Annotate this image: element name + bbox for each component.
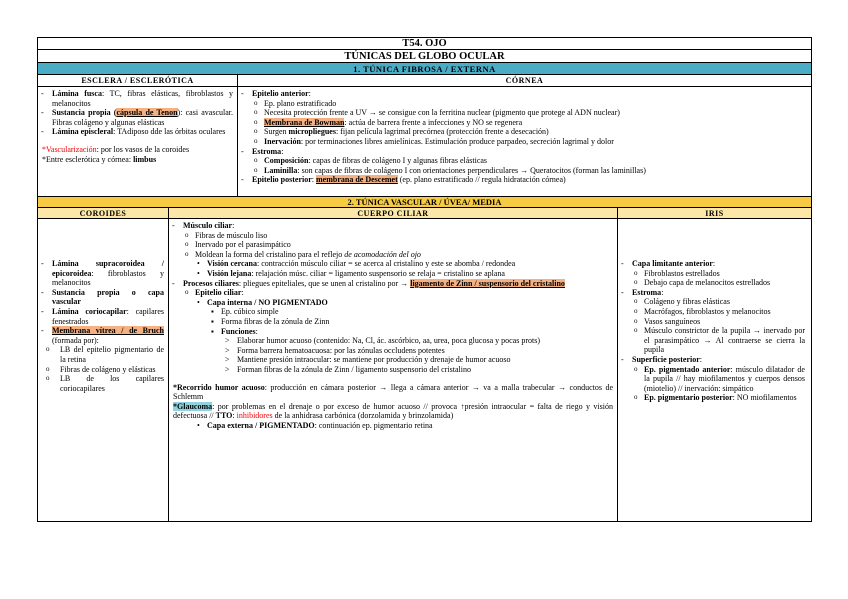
- list-item: • Capa externa / PIGMENTADO: continuación ep. pigmentario retina: [197, 420, 433, 430]
- tenon-highlight: cápsula de Tenon: [116, 108, 178, 118]
- bruch-highlight: Membrana vítrea / de Bruch: [52, 326, 164, 336]
- list-item: o Fibroblastos estrellados: [634, 268, 720, 278]
- section-1-heading: 1. TÚNICA FIBROSA / EXTERNA: [37, 63, 812, 75]
- list-item: o Necesita protección frente a UV → se consigue con la ferritina nuclear (pigmento que protege al ADN nuclear): [254, 108, 620, 118]
- list-item: o Epitelio ciliar:: [185, 288, 244, 298]
- header-coroides: COROIDES: [38, 208, 169, 218]
- list-item: o Inervado por el parasimpático: [185, 240, 291, 250]
- list-item: o Ep. pigmentario posterior: NO miofilamentos: [634, 393, 797, 403]
- list-item: - Capa limitante anterior:: [621, 259, 716, 268]
- list-item: o Composición: capas de fibras de colágeno I y algunas fibras elásticas: [254, 156, 488, 166]
- esclera-column: [38, 87, 238, 196]
- list-item: > Forma barrera hematoacuosa: por las zónulas occludens potentes: [225, 345, 445, 355]
- list-item: ▪ Ep. cúbico simple: [211, 307, 279, 317]
- zinn-highlight: ligamento de Zinn / suspensorio del cristalino: [410, 278, 565, 288]
- section-2-body: [37, 219, 812, 522]
- list-item: o Moldean la forma del cristalino para el reflejo de acomodación del ojo: [185, 249, 421, 259]
- list-item: - Procesos ciliares: pliegues epiteliales, que se unen al cristalino por → ligamento de Zinn / suspensorio del cristalino: [172, 278, 565, 288]
- document-subtitle: TÚNICAS DEL GLOBO OCULAR: [37, 50, 812, 63]
- list-item: o Fibras de músculo liso: [185, 230, 268, 240]
- list-item: o Laminilla: son capas de fibras de colágeno I con orientaciones perpendiculares → Queratocitos (forman las laminillas): [254, 165, 646, 175]
- list-item: - Estroma:: [241, 146, 284, 156]
- list-item: ▪ Forma fibras de la zónula de Zinn: [211, 316, 330, 326]
- header-iris: IRIS: [705, 208, 724, 218]
- list-item: o Membrana de Bowman: actúa de barrera frente a infecciones y NO se regenera: [254, 117, 523, 127]
- list-item: o Surgen micropliegues: fijan película lagrimal precórnea (protección frente a desecación): [254, 127, 549, 137]
- document-title: T54. OJO: [37, 37, 812, 50]
- list-item: o Debajo capa de melanocitos estrellados: [634, 278, 771, 288]
- recorrido-note: *Recorrido humor acuoso: producción en cámara posterior → llega a cámara anterior → va a malla trabecular → conductos de Schlemm: [173, 382, 614, 402]
- list-item: - Epitelio anterior:: [241, 89, 311, 98]
- header-cornea: CÓRNEA: [505, 76, 544, 85]
- header-cuerpo-ciliar: CUERPO CILIAR: [169, 208, 618, 218]
- glaucoma-note: *Glaucoma: por problemas en el drenaje o por exceso de humor acuoso // provoca ↑presión intraocular = falta de riego y visión defectuosa // TTO: inhibidores de la anhidrasa carbónica (dorzolamida y brinzolamida): [173, 401, 613, 421]
- glaucoma-highlight: *Glaucoma: [173, 401, 213, 411]
- document-table: [37, 37, 812, 522]
- list-item: - Músculo ciliar:: [172, 221, 235, 230]
- section-1-body: [37, 87, 812, 197]
- descemet-highlight: membrana de Descemet: [316, 175, 398, 185]
- section-2-heading: 2. TÚNICA VASCULAR / ÚVEA/ MEDIA: [37, 197, 812, 208]
- list-item: o Colágeno y fibras elásticas: [634, 297, 730, 307]
- list-item: o Ep. pigmentado anterior: músculo dilatador de la pupila // hay miofilamentos y cuerpos densos (miotelio) // inervación: simpático: [634, 364, 805, 393]
- list-item: > Forman fibras de la zónula de Zinn / ligamento suspensorio del cristalino: [225, 364, 471, 374]
- cuerpo-ciliar-column: [169, 219, 618, 521]
- list-item: • Visión cercana: contracción músculo ciliar = se acerca al cristalino y este se abomba / redondea: [197, 259, 516, 269]
- list-item: > Elaborar humor acuoso (contenido: Na, Cl, ác. ascórbico, aa, urea, poca glucosa y pocas prots): [225, 336, 540, 346]
- list-item: o LB del epitelio pigmentario de la retina: [46, 345, 164, 364]
- header-esclera: ESCLERA / ESCLERÓTICA: [38, 75, 238, 86]
- list-item: o Fibras de colágeno y elásticas: [46, 364, 156, 374]
- list-item: - Membrana vítrea / de Bruch (formada por):: [41, 326, 164, 345]
- list-item: - Estroma:: [621, 287, 664, 297]
- list-item: - Superficie posterior:: [621, 354, 702, 364]
- coroides-column: [38, 219, 169, 521]
- bowman-highlight: Membrana de Bowman: [264, 117, 345, 127]
- list-item: o Músculo constrictor de la pupila → inervado por el parasimpático → Al contraerse se cierra la pupila: [634, 326, 805, 355]
- list-item: o LB de los capilares coriocapilares: [46, 374, 164, 393]
- vascularizacion-note: *Vascularización: por los vasos de la coroides: [42, 144, 190, 154]
- cornea-column: [238, 87, 811, 196]
- list-item: o Macrófagos, fibroblastos y melanocitos: [634, 306, 771, 316]
- limbus-note: *Entre esclerótica y córnea: limbus: [42, 154, 157, 164]
- list-item: - Lámina coriocapilar: capilares fenestrados: [41, 306, 164, 326]
- list-item: - Sustancia propia (cápsula de Tenon): casi avascular. Fibras colágeno y algunas elásticas: [41, 108, 233, 127]
- list-item: o Ep. plano estratificado: [254, 98, 337, 108]
- list-item: - Lámina fusca: TC, fibras elásticas, fibroblastos y melanocitos: [41, 89, 234, 108]
- list-item: o Inervación: por terminaciones libres amielínicas. Estimulación produce parpadeo, secreción lagrimal y dolor: [254, 136, 614, 146]
- iris-column: [618, 219, 811, 521]
- section-2-column-headers: [37, 208, 812, 219]
- list-item: ▪ Funciones:: [211, 326, 258, 336]
- list-item: - Epitelio posterior: membrana de Descemet (ep. plano estratificado // regula hidratación córnea): [241, 175, 566, 185]
- section-1-column-headers: [37, 75, 812, 87]
- list-item: > Mantiene presión intraocular: se mantiene por producción y drenaje de humor acuoso: [225, 355, 511, 365]
- list-item: o Vasos sanguíneos: [634, 316, 701, 326]
- list-item: - Sustancia propia o capa vascular: [41, 287, 164, 307]
- list-item: - Lámina supracoroidea / epicoroidea: fibroblastos y melanocitos: [41, 259, 164, 288]
- list-item: • Visión lejana: relajación músc. ciliar = ligamento suspensorio se relaja = cristalino se aplana: [197, 268, 505, 278]
- list-item: - Lámina episcleral: TAdiposo dde las órbitas oculares: [41, 127, 226, 137]
- list-item: • Capa interna / NO PIGMENTADO: [197, 297, 328, 307]
